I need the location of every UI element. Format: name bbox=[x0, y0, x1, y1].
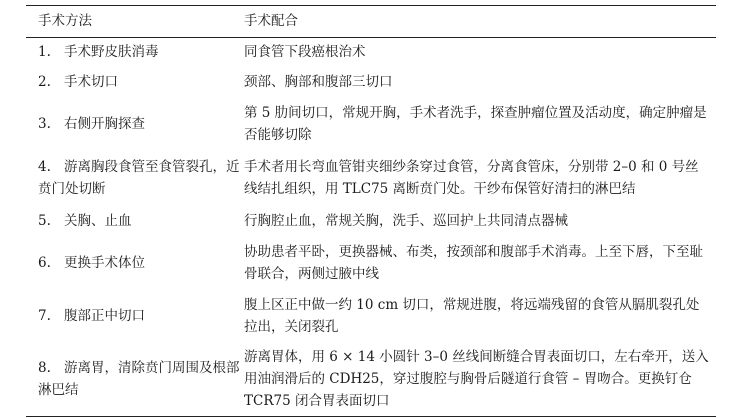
table-row bbox=[26, 98, 716, 151]
table-row bbox=[26, 151, 716, 206]
step-number: 1. bbox=[38, 44, 51, 61]
cooperation-cell: 第 5 肋间切口，常规开胸，手术者洗手，探查肿瘤位置及活动度，确定肿瘤是否能够切除 bbox=[244, 105, 707, 143]
method-cell bbox=[26, 98, 244, 151]
method-text: 游离胃，清除贲门周围及根部淋巴结 bbox=[38, 360, 240, 399]
method-text: 关胸、止血 bbox=[64, 213, 132, 229]
header-cooperation: 手术配合 bbox=[244, 6, 716, 38]
method-text: 手术切口 bbox=[64, 74, 118, 90]
method-cell bbox=[26, 151, 244, 206]
cooperation-cell: 手术者用长弯血管钳夹细纱条穿过食管，分离食管床，分别带 2–0 和 0 号丝线结扎组织，用 TLC75 离断贲门处。干纱布保管好清扫的淋巴结 bbox=[244, 159, 699, 197]
table-row bbox=[26, 290, 716, 343]
step-number: 8. bbox=[38, 360, 51, 377]
cooperation-cell: 同食管下段癌根治术 bbox=[244, 44, 366, 61]
table-row bbox=[26, 67, 716, 98]
cooperation-cell: 协助患者平卧，更换器械、布类，按颈部和腹部手术消毒。上至下唇，下至耻骨联合，两侧过腋中线 bbox=[244, 244, 703, 282]
step-number: 3. bbox=[38, 116, 51, 132]
table-row bbox=[26, 237, 716, 290]
method-cell bbox=[26, 290, 244, 343]
cooperation-cell: 游离胃体，用 6 × 14 小圆针 3–0 丝线间断缝合胃表面切口，左右牵开，送入用油润滑后的 CDH25，穿过腹腔与胸骨后隧道行食管 – 胃吻合。更换钉仓 TCR75 闭合胃表面切口 bbox=[244, 343, 716, 417]
step-number: 6. bbox=[38, 255, 51, 271]
method-text: 游离胸段食管至食管裂孔，近贲门处切断 bbox=[38, 159, 240, 197]
method-cell bbox=[26, 237, 244, 290]
table-row bbox=[26, 343, 716, 417]
table-row bbox=[26, 38, 716, 67]
method-cell bbox=[26, 343, 244, 417]
method-text: 手术野皮肤消毒 bbox=[64, 44, 159, 61]
step-number: 7. bbox=[38, 308, 51, 324]
step-number: 2. bbox=[38, 74, 51, 90]
table-header-row bbox=[26, 6, 716, 38]
step-number: 4. bbox=[38, 159, 51, 175]
method-text: 右侧开胸探查 bbox=[64, 116, 145, 132]
method-cell bbox=[26, 67, 244, 98]
cooperation-cell: 腹上区正中做一约 10 cm 切口，常规进腹，将远端残留的食管从膈肌裂孔处拉出，关闭裂孔 bbox=[244, 297, 700, 335]
method-cell bbox=[26, 206, 244, 237]
cooperation-cell: 颈部、胸部和腹部三切口 bbox=[244, 74, 393, 90]
method-cell bbox=[26, 38, 244, 67]
header-method: 手术方法 bbox=[26, 6, 244, 38]
table-row bbox=[26, 206, 716, 237]
method-text: 更换手术体位 bbox=[64, 255, 145, 271]
step-number: 5. bbox=[38, 213, 51, 229]
cooperation-cell: 行胸腔止血，常规关胸，洗手、巡回护上共同清点器械 bbox=[244, 213, 568, 229]
method-text: 腹部正中切口 bbox=[64, 308, 145, 324]
surgery-procedure-table bbox=[26, 5, 716, 417]
